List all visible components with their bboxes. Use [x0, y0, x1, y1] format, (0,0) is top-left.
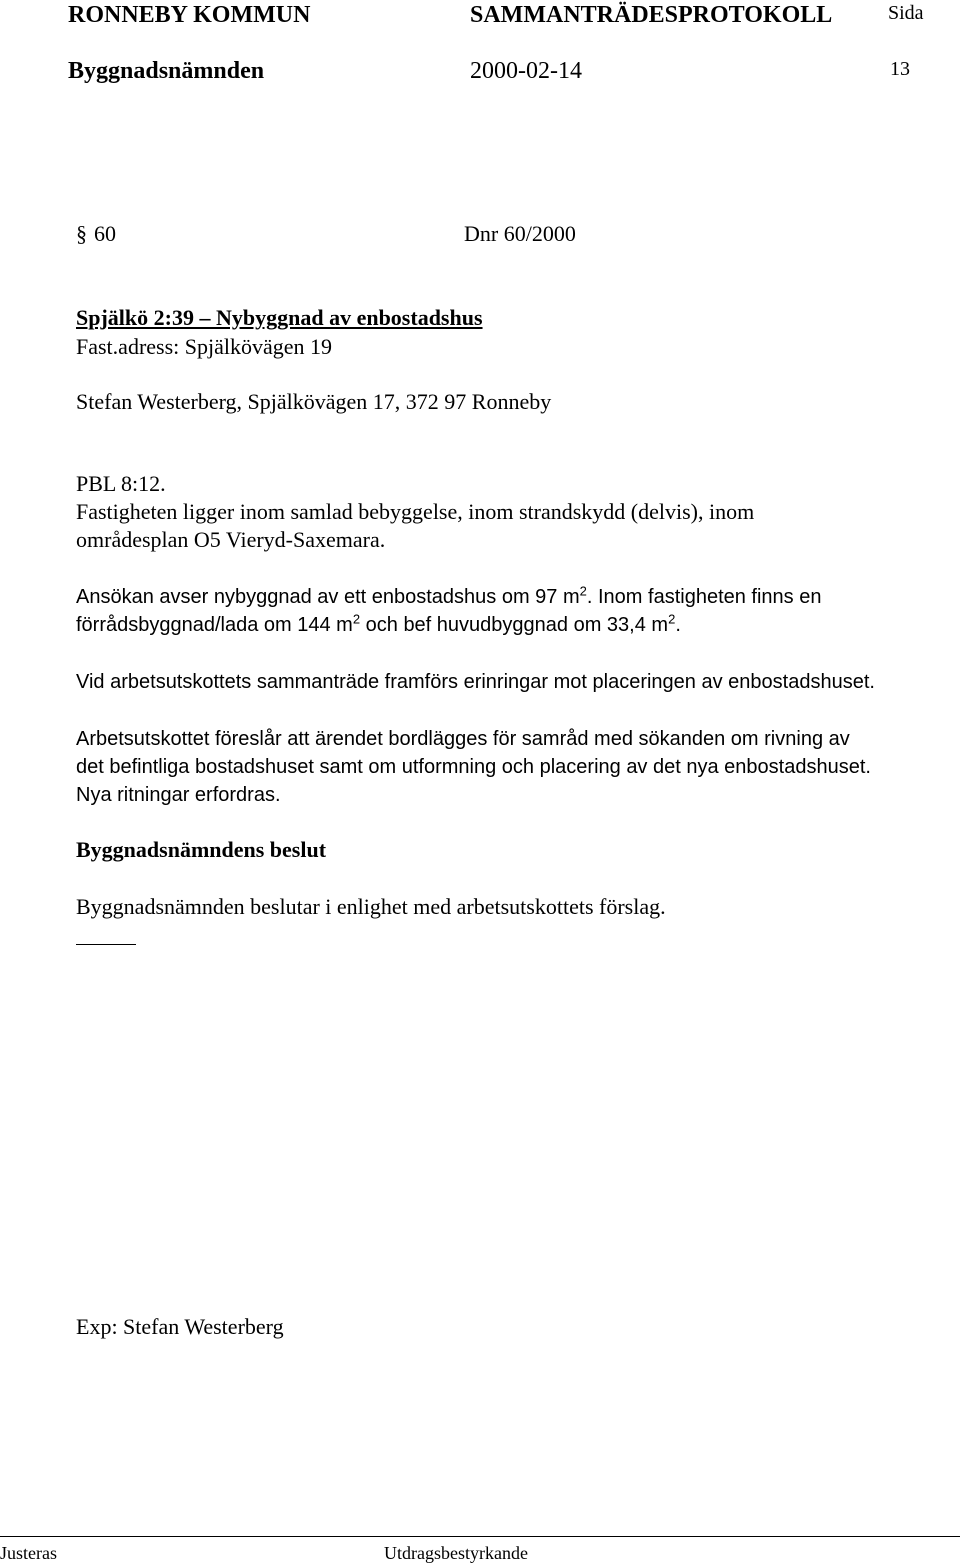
application-text-2a: förrådsbyggnad/lada om 144 m [76, 614, 353, 636]
application-text-2c: . [675, 614, 681, 636]
header-date: 2000-02-14 [470, 58, 582, 84]
proposal-line-3: Nya ritningar erfordras. [76, 784, 281, 806]
application-text-1b: . Inom fastigheten finns en [586, 586, 822, 608]
proposal-paragraph [76, 725, 946, 809]
superscript: 2 [352, 611, 361, 627]
footer-rule [0, 1536, 960, 1537]
footer-utdragsbestyrkande: Utdragsbestyrkande [384, 1543, 528, 1563]
expedition: Exp: Stefan Westerberg [76, 1314, 284, 1339]
pbl-line-1: PBL 8:12. [76, 471, 166, 496]
proposal-line-1: Arbetsutskottet föreslår att ärendet bordlägges för samråd med sökanden om rivning av [76, 728, 850, 750]
header-committee: Byggnadsnämnden [68, 58, 265, 84]
item-number: 60 [94, 221, 116, 246]
proposal-line-2: det befintliga bostadshuset samt om utformning och placering av det nya enbostadshuset. [76, 756, 871, 778]
section-symbol: § [76, 221, 87, 246]
header-doc-type: SAMMANTRÄDESPROTOKOLL [470, 2, 833, 28]
footer-justeras: Justeras [0, 1543, 57, 1563]
header-org: RONNEBY KOMMUN [68, 2, 311, 28]
application-text-2b: och bef huvudbyggnad om 33,4 m [360, 614, 669, 636]
pbl-line-3: områdesplan O5 Vieryd-Saxemara. [76, 527, 386, 552]
header-page-number: 13 [890, 58, 910, 80]
pbl-paragraph [76, 470, 946, 554]
header-page-label: Sida [888, 2, 924, 24]
superscript: 2 [579, 583, 587, 599]
property-address: Fast.adress: Spjälkövägen 19 [76, 334, 333, 359]
application-paragraph [76, 583, 946, 639]
application-line-2 [76, 611, 946, 639]
application-line-1 [76, 583, 946, 611]
application-text-1a: Ansökan avser nybyggnad av ett enbostadshus om 97 m [76, 586, 580, 608]
pbl-line-2: Fastigheten ligger inom samlad bebyggelse, inom strandskydd (delvis), inom [76, 499, 755, 524]
applicant: Stefan Westerberg, Spjälkövägen 17, 372 97 Ronneby [76, 389, 552, 414]
superscript: 2 [668, 611, 676, 627]
decision-end-rule [76, 944, 136, 945]
meeting-note: Vid arbetsutskottets sammanträde framförs erinringar mot placeringen av enbostadshuset. [76, 671, 875, 693]
dnr: Dnr 60/2000 [464, 221, 576, 246]
decision-heading: Byggnadsnämndens beslut [76, 837, 327, 862]
decision-text: Byggnadsnämnden beslutar i enlighet med arbetsutskottets förslag. [76, 894, 666, 919]
case-title: Spjälkö 2:39 – Nybyggnad av enbostadshus [76, 305, 483, 330]
